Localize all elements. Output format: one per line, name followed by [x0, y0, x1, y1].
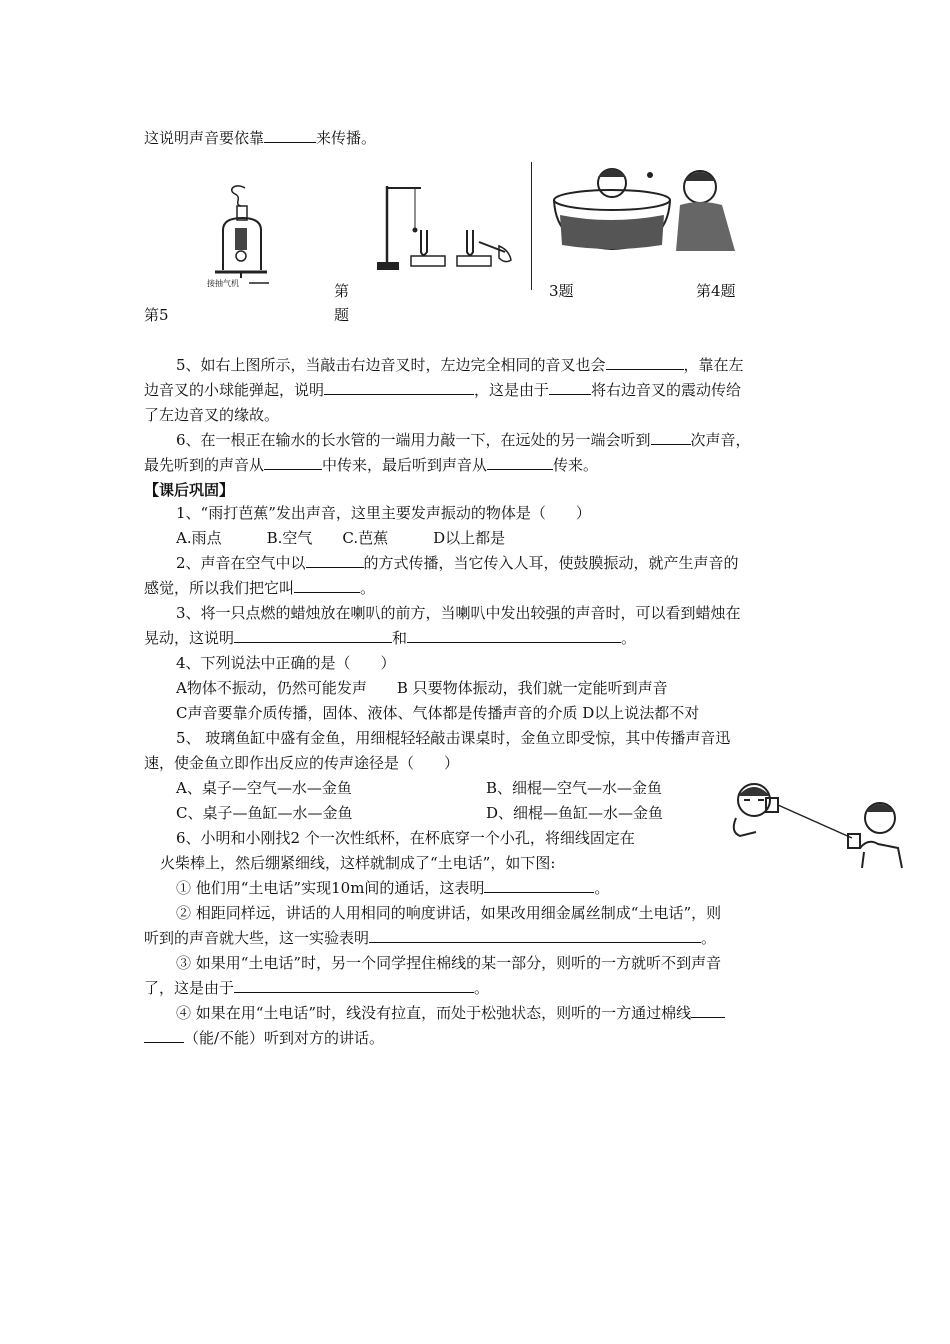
p3-text: 和 [392, 629, 408, 647]
p6-sub-1 [176, 878, 609, 898]
q6-text: 中传来，最后听到声音从 [322, 456, 488, 474]
p2-text: 的方式传播，当它传入人耳，使鼓膜振动，就产生声音的 [363, 554, 739, 572]
caption-q4: 第4题 [696, 282, 736, 300]
q5-text: ，靠在左 [683, 356, 744, 374]
p3-text: 晃动，这说明 [144, 629, 235, 647]
blank [691, 1003, 725, 1018]
p1-options: A.雨点 B.空气 C.芭蕉 D以上都是 [176, 529, 506, 547]
intro-line [144, 128, 376, 148]
p5-line-2: 速，使金鱼立即作出反应的传声途径是（ ） [144, 754, 460, 772]
fish-tank-figure [550, 155, 745, 255]
p2-line-2 [144, 578, 375, 598]
blank [407, 628, 621, 643]
p5-line-1: 5、 玻璃鱼缸中盛有金鱼，用细棍轻轻敲击课桌时，金鱼立即受惊，其中传播声音迅 [176, 729, 731, 747]
p5-option-c: C、桌子—鱼缸—水—金鱼 [176, 804, 353, 822]
q6-text: 次声音， [690, 431, 751, 449]
bell-jar-figure [205, 180, 275, 290]
intro-text: 这说明声音要依靠 [144, 129, 265, 147]
blank [324, 380, 474, 395]
p2-text: 。 [360, 579, 376, 597]
string-telephone-figure [722, 778, 912, 870]
q6-text: 最先听到的声音从 [144, 456, 265, 474]
p6-text: 。 [701, 929, 717, 947]
p6-sub-3-cont [144, 978, 489, 998]
p6-line-1: 6、小明和小刚找2 个一次性纸杯，在杯底穿一个小孔，将细线固定在 [176, 829, 635, 847]
p6-text: ④ 如果在用“土电话”时，线没有拉直，而处于松弛状态，则听的一方通过棉线 [176, 1004, 692, 1022]
pump-label: 接抽气机 [207, 279, 239, 288]
blank [144, 1028, 184, 1043]
q5-line-2 [144, 380, 741, 400]
blank [484, 878, 594, 893]
caption-q5: 第5 [144, 306, 169, 324]
p5-option-b: B、细棍—空气—水—金鱼 [486, 779, 663, 797]
q5-line-1 [176, 355, 744, 375]
tuning-fork-figure [375, 180, 520, 275]
q5-text: 将右边音叉的震动传给 [591, 381, 742, 399]
p1-question: 1、“雨打芭蕉”发出声音，这里主要发声振动的物体是（ ） [176, 504, 591, 522]
p5-option-a: A、桌子—空气—水—金鱼 [176, 779, 352, 797]
intro-text-end: 来传播。 [316, 129, 377, 147]
q6-text: 传来。 [553, 456, 599, 474]
q5-line-3: 了左边音叉的缘故。 [144, 406, 280, 424]
caption-q3: 3题 [549, 282, 574, 300]
blank [606, 355, 684, 370]
p6-sub-2-cont [144, 928, 716, 948]
p3-line-2 [144, 628, 636, 648]
q5-text: 边音叉的小球能弹起，说明 [144, 381, 325, 399]
p6-sub-3: ③ 如果用“土电话”时，另一个同学捏住棉线的某一部分，则听的一方就听不到声音 [176, 954, 722, 972]
p4-question: 4、下列说法中正确的是（ ） [176, 654, 396, 672]
p6-sub-4-cont [144, 1028, 384, 1048]
blank [234, 978, 474, 993]
p6-text: 。 [474, 979, 490, 997]
p6-text: 听到的声音就大些，这一实验表明 [144, 929, 370, 947]
p2-text: 2、声音在空气中以 [176, 554, 306, 572]
p6-text: 了，这是由于 [144, 979, 235, 997]
p2-line-1 [176, 553, 739, 573]
q6-text: 6、在一根正在输水的长水管的一端用力敲一下，在远处的另一端会听到 [176, 431, 651, 449]
figure-divider [531, 162, 532, 290]
p6-sub-4 [176, 1003, 725, 1023]
p4-options-cd: C声音要靠介质传播，固体、液体、气体都是传播声音的介质 D以上说法都不对 [176, 704, 700, 722]
p6-text: 。 [594, 879, 610, 897]
caption-ti: 题 [334, 306, 350, 324]
q6-line-1 [176, 430, 751, 450]
p6-text: ① 他们用“土电话”实现10m间的通话，这表明 [176, 879, 485, 897]
q5-text: 5、如右上图所示，当敲击右边音叉时，左边完全相同的音叉也会 [176, 356, 606, 374]
p3-text: 。 [621, 629, 637, 647]
p2-text: 感觉，所以我们把它叫 [144, 579, 295, 597]
caption-di: 第 [334, 282, 350, 300]
p3-line-1: 3、将一只点燃的蜡烛放在喇叭的前方，当喇叭中发出较强的声音时，可以看到蜡烛在 [176, 604, 741, 622]
p5-option-d: D、细棍—鱼缸—水—金鱼 [486, 804, 664, 822]
p6-line-2: 火柴棒上，然后绷紧细线，这样就制成了“土电话”，如下图: [160, 854, 556, 872]
q5-text: ，这是由于 [474, 381, 550, 399]
section-title: 【课后巩固】 [144, 481, 235, 499]
blank [549, 380, 591, 395]
p6-text: （能/不能）听到对方的讲话。 [184, 1029, 385, 1047]
blank [294, 578, 360, 593]
blank [264, 128, 316, 143]
p6-sub-2: ② 相距同样远，讲话的人用相同的响度讲话，如果改用细金属丝制成“土电话”，则 [176, 904, 722, 922]
blank [369, 928, 701, 943]
blank [651, 430, 691, 445]
blank [487, 455, 553, 470]
blank [264, 455, 322, 470]
blank [306, 553, 364, 568]
blank [234, 628, 392, 643]
p4-options-ab: A物体不振动，仍然可能发声 B 只要物体振动，我们就一定能听到声音 [176, 679, 668, 697]
q6-line-2 [144, 455, 598, 475]
